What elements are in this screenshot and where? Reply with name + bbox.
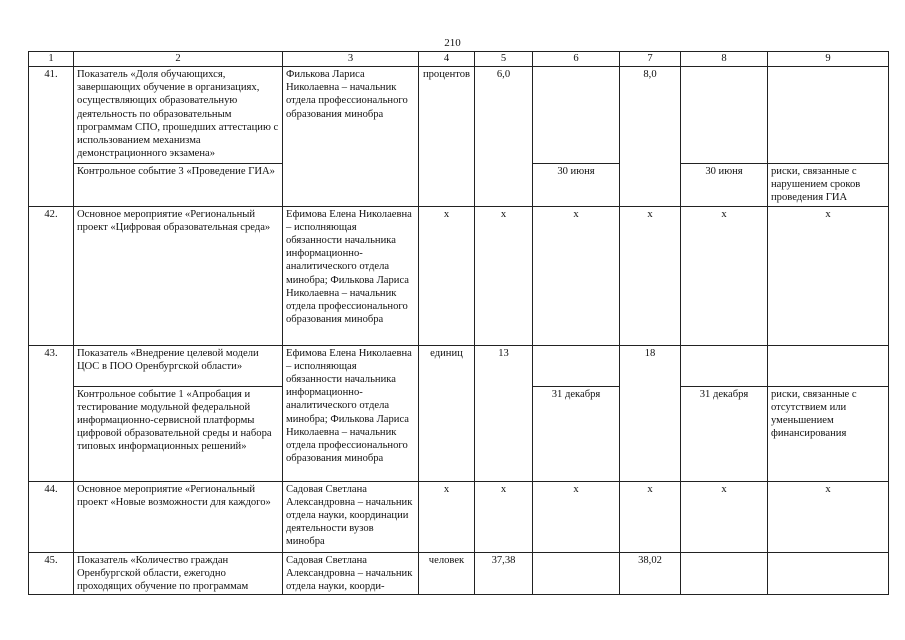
- cross-mark: х: [533, 481, 620, 552]
- event-cell: Контрольное событие 3 «Проведение ГИА»: [74, 164, 283, 207]
- empty-cell: [681, 345, 768, 386]
- header-cell: 5: [475, 52, 533, 67]
- header-cell: 1: [29, 52, 74, 67]
- cross-mark: х: [681, 481, 768, 552]
- target-value-cell: 8,0: [620, 67, 681, 207]
- event-date-cell: 30 июня: [533, 164, 620, 207]
- event-date-cell: 31 декабря: [533, 386, 620, 481]
- row-number: 45.: [29, 552, 74, 595]
- table-row: [29, 552, 889, 595]
- cross-mark: х: [620, 481, 681, 552]
- header-cell: 3: [283, 52, 419, 67]
- table-row: [29, 345, 889, 386]
- risks-cell: риски, связанные с отсутствием или уменьшением финансирования: [768, 386, 889, 481]
- table-row: [29, 481, 889, 552]
- empty-cell: [533, 552, 620, 595]
- row-number: 44.: [29, 481, 74, 552]
- cross-mark: х: [620, 206, 681, 345]
- empty-cell: [681, 67, 768, 164]
- empty-cell: [681, 552, 768, 595]
- cross-mark: х: [475, 481, 533, 552]
- cross-mark: х: [768, 481, 889, 552]
- event-date-cell: 30 июня: [681, 164, 768, 207]
- empty-cell: [768, 552, 889, 595]
- table-row: [29, 206, 889, 345]
- header-cell: 4: [419, 52, 475, 67]
- target-value-cell: 38,02: [620, 552, 681, 595]
- unit-cell: человек: [419, 552, 475, 595]
- empty-cell: [768, 345, 889, 386]
- header-cell: 7: [620, 52, 681, 67]
- cross-mark: х: [768, 206, 889, 345]
- table-row: [29, 67, 889, 164]
- responsible-cell: Филькова Лариса Николаевна – начальник отдела профессионального образования минобра: [283, 67, 419, 207]
- responsible-cell: Садовая Светлана Александровна – начальник отдела науки, коорди-: [283, 552, 419, 595]
- empty-cell: [768, 67, 889, 164]
- risks-cell: риски, связанные с нарушением сроков проведения ГИА: [768, 164, 889, 207]
- header-cell: 2: [74, 52, 283, 67]
- responsible-cell: Ефимова Елена Николаевна – исполняющая обязанности начальника информационно-аналитического отдела минобра; Филькова Лариса Николаевна – начальник отдела профессионального образования минобра: [283, 345, 419, 481]
- empty-cell: [533, 345, 620, 386]
- responsible-cell: Садовая Светлана Александровна – начальник отдела науки, координации деятельности вузов минобра: [283, 481, 419, 552]
- indicator-cell: Показатель «Доля обучающихся, завершающих обучение в организациях, осуществляющих образовательную деятельность по образовательным программам СПО, прошедших аттестацию с использованием механизма демонстрационного экзамена»: [74, 67, 283, 164]
- base-value-cell: 37,38: [475, 552, 533, 595]
- cross-mark: х: [681, 206, 768, 345]
- header-cell: 9: [768, 52, 889, 67]
- event-date-cell: 31 декабря: [681, 386, 768, 481]
- event-cell: Контрольное событие 1 «Апробация и тестирование модульной федеральной информационно-сервисной платформы цифровой образовательной среды и набора типовых информационных решений»: [74, 386, 283, 481]
- header-cell: 6: [533, 52, 620, 67]
- cross-mark: х: [475, 206, 533, 345]
- activity-cell: Основное мероприятие «Региональный проект «Новые возможности для каждого»: [74, 481, 283, 552]
- cross-mark: х: [419, 481, 475, 552]
- indicator-cell: Показатель «Внедрение целевой модели ЦОС в ПОО Оренбургской области»: [74, 345, 283, 386]
- cross-mark: х: [419, 206, 475, 345]
- unit-cell: единиц: [419, 345, 475, 481]
- row-number: 42.: [29, 206, 74, 345]
- row-number: 41.: [29, 67, 74, 207]
- plan-table: [28, 51, 889, 595]
- target-value-cell: 18: [620, 345, 681, 481]
- page-number: 210: [444, 37, 461, 49]
- header-row: [29, 52, 889, 67]
- indicator-cell: Показатель «Количество граждан Оренбургской области, ежегодно проходящих обучение по программам: [74, 552, 283, 595]
- responsible-cell: Ефимова Елена Николаевна – исполняющая обязанности начальника информационно-аналитического отдела минобра; Филькова Лариса Николаевна – начальник отдела профессионального образования минобра: [283, 206, 419, 345]
- empty-cell: [533, 67, 620, 164]
- row-number: 43.: [29, 345, 74, 481]
- activity-cell: Основное мероприятие «Региональный проект «Цифровая образовательная среда»: [74, 206, 283, 345]
- cross-mark: х: [533, 206, 620, 345]
- base-value-cell: 13: [475, 345, 533, 481]
- base-value-cell: 6,0: [475, 67, 533, 207]
- unit-cell: процентов: [419, 67, 475, 207]
- header-cell: 8: [681, 52, 768, 67]
